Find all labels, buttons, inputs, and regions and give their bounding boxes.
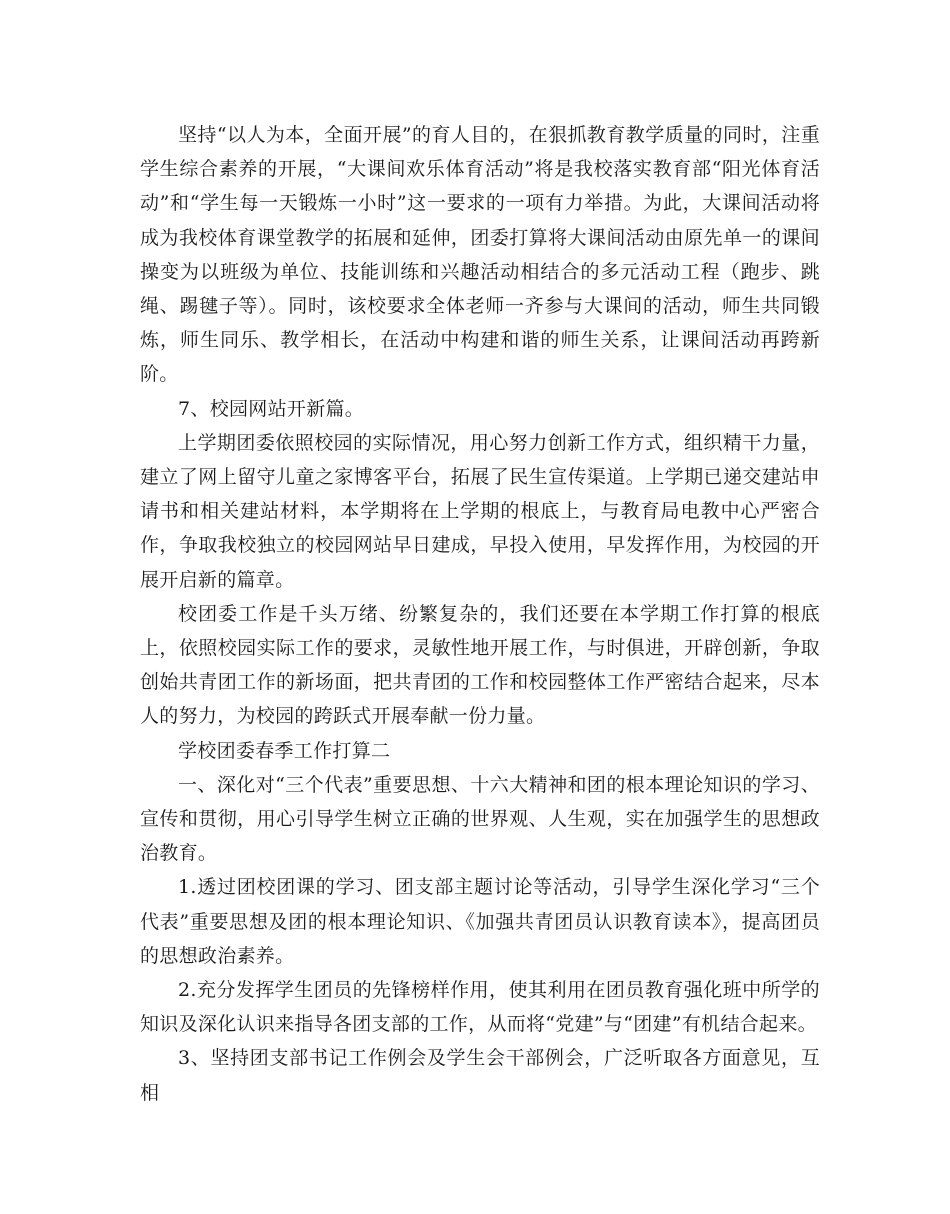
section-heading-website: 7、校园网站开新篇。 — [178, 397, 365, 420]
paragraph-website: 上学期团委依照校园的实际情况，用心努力创新工作方式，组织精干力量，建立了网上留守儿童之家博客平台，拓展了民生宣传渠道。上学期已递交建站申请书和相关建站材料，本学期将在上学期的根底上，与教育局电教中心严密合作，争取我校独立的校园网站早日建成，早投入使用，早发挥作用，为校园的开展开启新的篇章。 — [140, 431, 820, 591]
paragraph-sports-activity: 坚持“以人为本，全面开展”的育人目的，在狠抓教育教学质量的同时，注重学生综合素养的开展，“大课间欢乐体育活动”将是我校落实教育部“阳光体育活动”和“学生每一天锻炼一小时”这一要求的一项有力举措。为此，大课间活动将成为我校体育课堂教学的拓展和延伸，团委打算将大课间活动由原先单一的课间操变为以班级为单位、技能训练和兴趣活动相结合的多元活动工程（跑步、跳绳、踢毽子等）。同时，该校要求全体老师一齐参与大课间的活动，师生共同锻炼，师生同乐、教学相长，在活动中构建和谐的师生关系，让课间活动再跨新阶。 — [140, 124, 820, 386]
paragraph-item-2: 2.充分发挥学生团员的先锋榜样作用，使其利用在团员教育强化班中所学的知识及深化认识来指导各团支部的工作，从而将“党建”与“团建”有机结合起来。 — [140, 979, 820, 1036]
document-subtitle: 学校团委春季工作打算二 — [178, 739, 391, 762]
paragraph-item-1: 1.透过团校团课的学习、团支部主题讨论等活动，引导学生深化学习“三个代表”重要思想及团的根本理论知识、《加强共青团员认识教育读本》，提高团员的思想政治素养。 — [140, 876, 820, 967]
paragraph-point-one: 一、深化对“三个代表”重要思想、十六大精神和团的根本理论知识的学习、宣传和贯彻，用心引导学生树立正确的世界观、人生观，实在加强学生的思想政治教育。 — [140, 773, 820, 865]
paragraph-item-3: 3、坚持团支部书记工作例会及学生会干部例会，广泛听取各方面意见，互相 — [140, 1047, 820, 1104]
document-page — [140, 118, 820, 1110]
paragraph-summary: 校团委工作是千头万绪、纷繁复杂的，我们还要在本学期工作打算的根底上，依照校园实际工作的要求，灵敏性地开展工作，与时俱进，开辟创新，争取创始共青团工作的新场面，把共青团的工作和校园整体工作严密结合起来，尽本人的努力，为校园的跨跃式开展奉献一份力量。 — [140, 602, 820, 728]
